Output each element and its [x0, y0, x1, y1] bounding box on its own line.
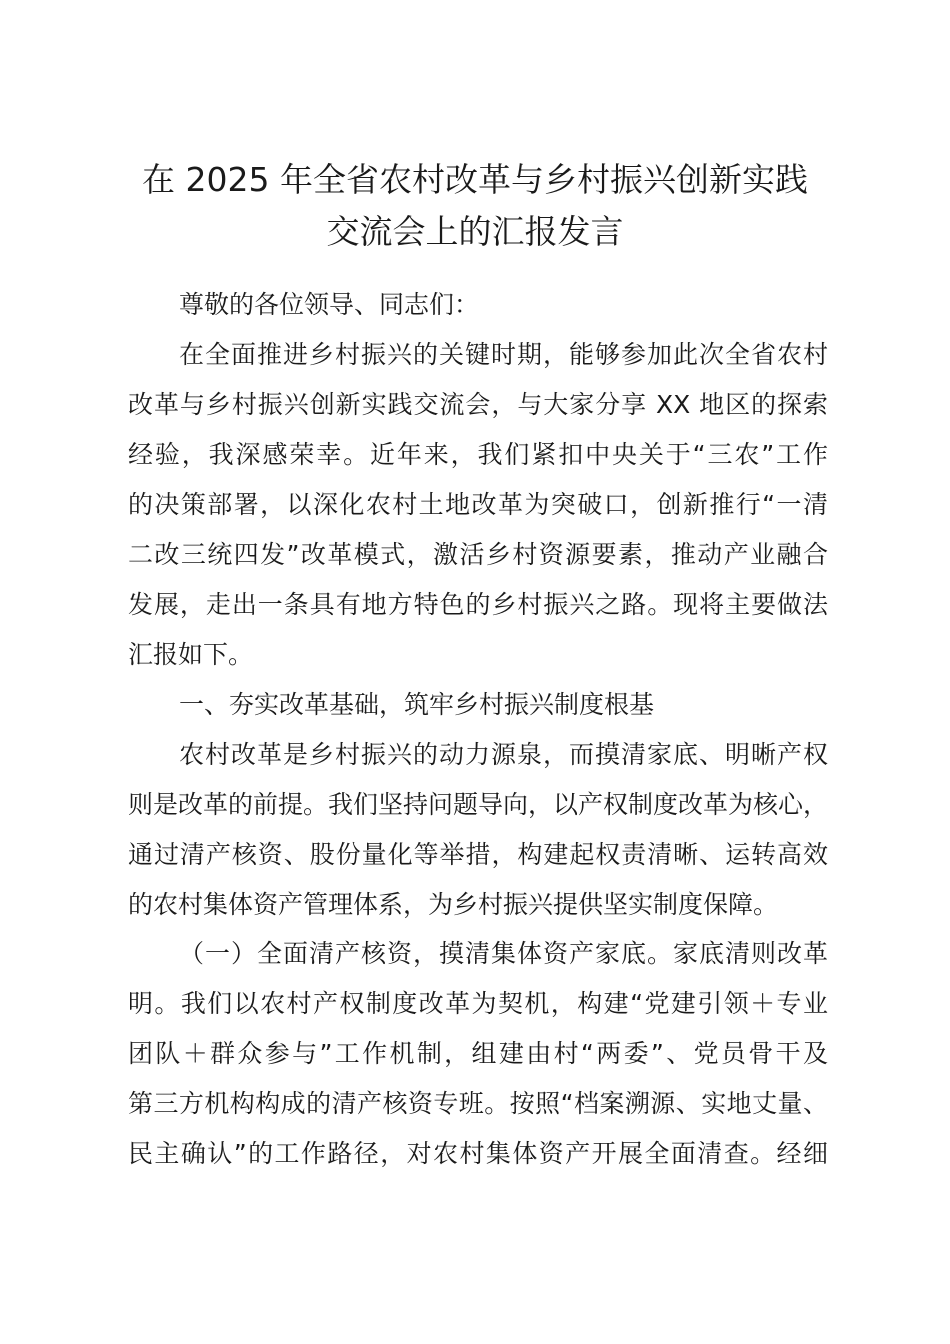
paragraph-1-line: 发展，走出一条具有地方特色的乡村振兴之路。现将主要做法	[128, 590, 828, 619]
paragraph-1-line: 二改三统四发”改革模式，激活乡村资源要素，推动产业融合	[128, 540, 828, 569]
document-title-line-2: 交流会上的汇报发言	[326, 212, 624, 251]
paragraph-1-line: 的决策部署，以深化农村土地改革为突破口，创新推行“一清	[128, 490, 828, 519]
paragraph-2-line: 农村改革是乡村振兴的动力源泉，而摸清家底、明晰产权	[179, 740, 828, 769]
paragraph-3-line: 民主确认”的工作路径，对农村集体资产开展全面清查。经细	[128, 1139, 828, 1168]
paragraph-3-line: 第三方机构构成的清产核资专班。按照“档案溯源、实地丈量、	[128, 1089, 828, 1118]
paragraph-1-line: 改革与乡村振兴创新实践交流会，与大家分享 XX 地区的探索	[128, 390, 828, 419]
paragraph-3-line: 明。我们以农村产权制度改革为契机，构建“党建引领＋专业	[128, 989, 828, 1018]
section-1-heading: 一、夯实改革基础，筑牢乡村振兴制度根基	[179, 690, 655, 719]
paragraph-2-line: 的农村集体资产管理体系，为乡村振兴提供坚实制度保障。	[128, 890, 779, 919]
paragraph-3-line: （一）全面清产核资，摸清集体资产家底。家底清则改革	[179, 939, 828, 968]
paragraph-3-line: 团队＋群众参与”工作机制，组建由村“两委”、党员骨干及	[128, 1039, 828, 1068]
paragraph-1-line: 汇报如下。	[128, 640, 254, 669]
paragraph-1-line: 经验，我深感荣幸。近年来，我们紧扣中央关于“三农”工作	[128, 440, 828, 469]
paragraph-2-line: 则是改革的前提。我们坚持问题导向，以产权制度改革为核心，	[128, 790, 829, 819]
paragraph-1-line: 在全面推进乡村振兴的关键时期，能够参加此次全省农村	[179, 340, 828, 369]
paragraph-2-line: 通过清产核资、股份量化等举措，构建起权责清晰、运转高效	[128, 840, 828, 869]
salutation: 尊敬的各位领导、同志们：	[179, 290, 480, 319]
document-title-line-1: 在 2025 年全省农村改革与乡村振兴创新实践	[142, 160, 808, 199]
